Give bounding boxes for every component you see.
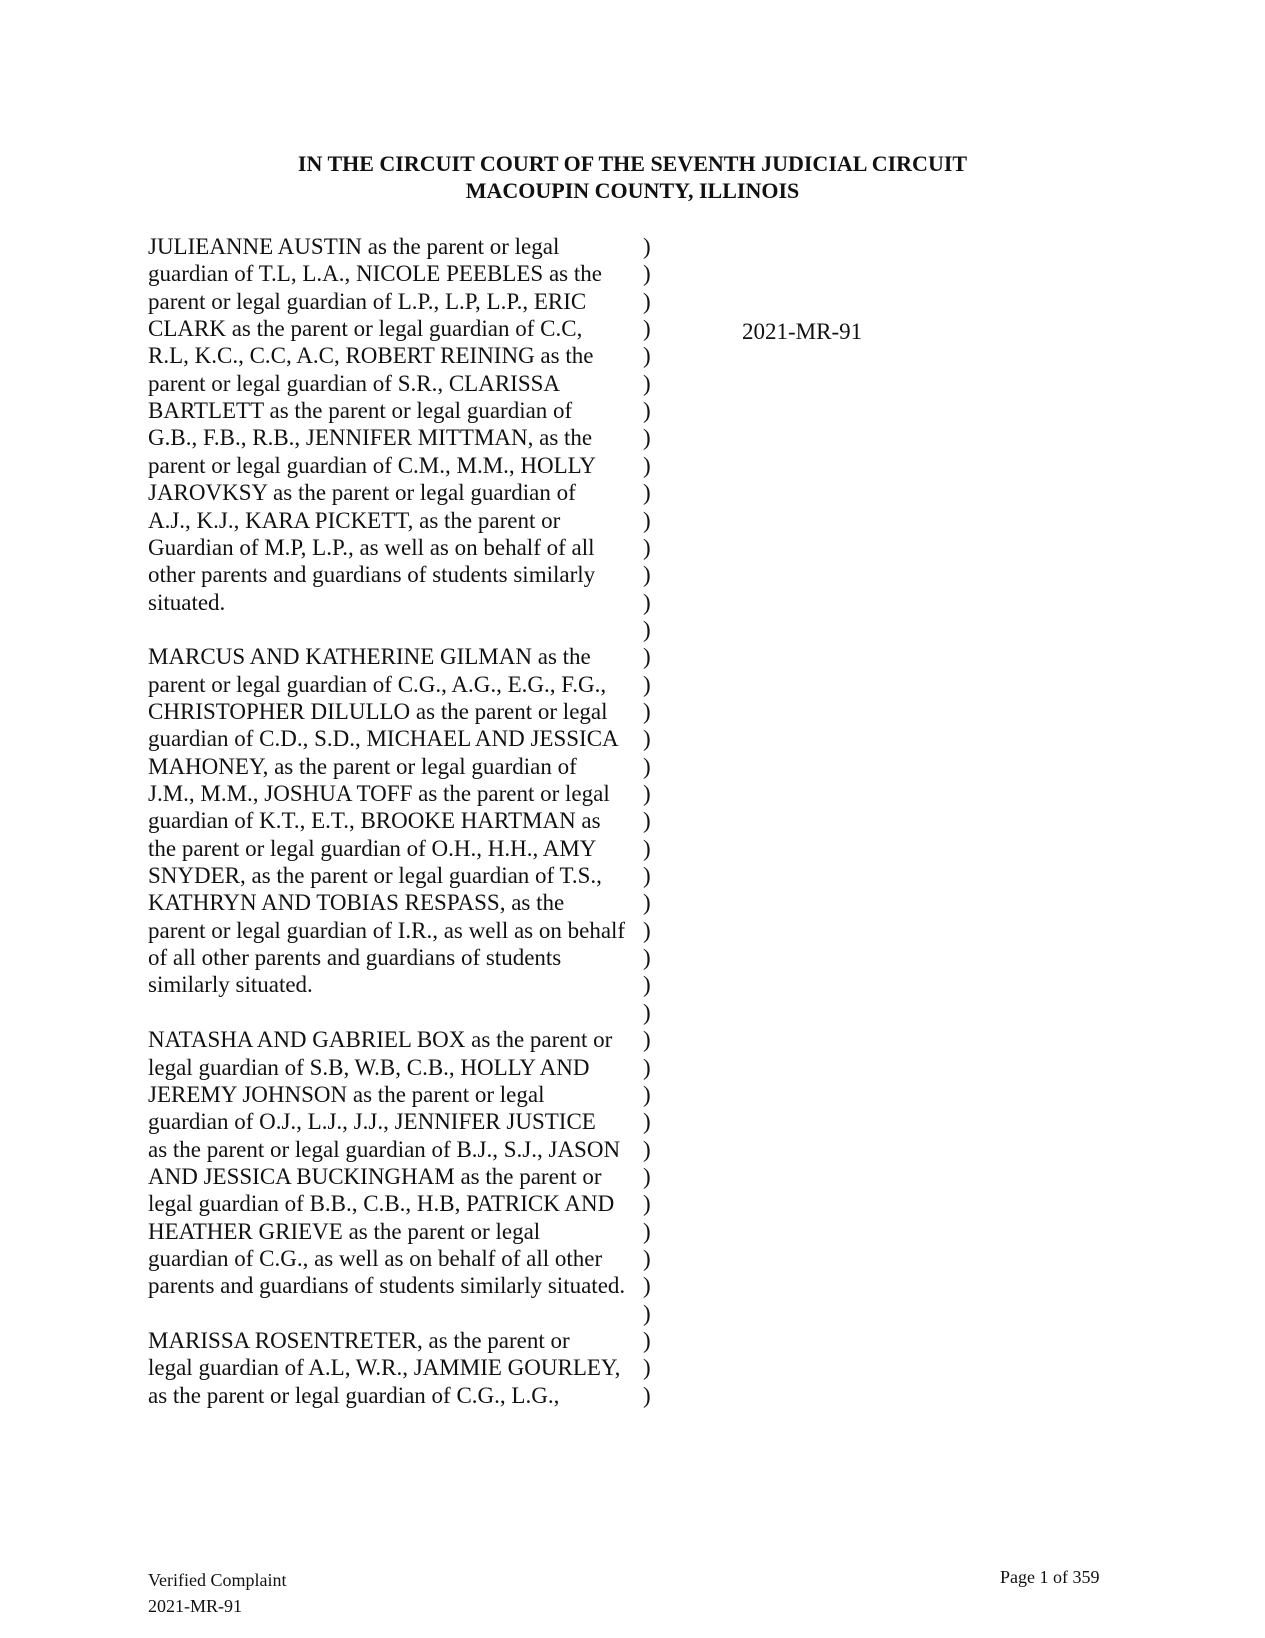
caption-line: legal guardian of S.B, W.B, C.B., HOLLY AND: [148, 1054, 590, 1080]
caption-line: Guardian of M.P, L.P., as well as on behalf of all: [148, 534, 595, 560]
footer-page-number: Page 1 of 359: [1000, 1567, 1100, 1587]
caption-line: of all other parents and guardians of students: [148, 945, 562, 971]
caption-paren: ): [643, 452, 651, 478]
caption-line: parent or legal guardian of C.G., A.G., E.G., F.G.,: [148, 671, 607, 697]
caption-paren: ): [643, 671, 651, 697]
court-county: MACOUPIN COUNTY, ILLINOIS: [465, 178, 800, 203]
caption-line: similarly situated.: [148, 972, 313, 998]
caption-line: CLARK as the parent or legal guardian of C.C,: [148, 316, 583, 342]
caption-paren: ): [643, 1218, 651, 1244]
caption-paren: ): [643, 1081, 651, 1107]
caption-paren: ): [643, 261, 651, 287]
caption-paren: ): [643, 343, 651, 369]
caption-paren: ): [643, 1191, 651, 1217]
caption-paren: ): [643, 398, 651, 424]
caption-paren: ): [643, 480, 651, 506]
caption-line: parent or legal guardian of S.R., CLARISSA: [148, 370, 561, 396]
caption-paren: ): [643, 644, 651, 670]
caption-paren: ): [643, 698, 651, 724]
caption-line: MAHONEY, as the parent or legal guardian of: [148, 753, 577, 779]
footer-left: [148, 1567, 286, 1619]
caption-line: AND JESSICA BUCKINGHAM as the parent or: [148, 1163, 602, 1189]
caption-line: J.M., M.M., JOSHUA TOFF as the parent or legal: [148, 781, 610, 806]
caption-paren: ): [643, 507, 651, 533]
caption-paren: ): [643, 999, 651, 1025]
caption-paren: ): [643, 1136, 651, 1162]
caption-line: legal guardian of A.L, W.R., JAMMIE GOURLEY,: [148, 1355, 621, 1381]
caption-paren: ): [643, 562, 651, 588]
caption-line: [148, 999, 648, 1027]
caption-line: parent or legal guardian of L.P., L.P, L.P., ERIC: [148, 288, 587, 314]
caption-line: [148, 616, 648, 644]
caption-line: R.L, K.C., C.C, A.C, ROBERT REINING as the: [148, 343, 594, 369]
caption-paren: ): [643, 972, 651, 998]
caption-line: guardian of C.D., S.D., MICHAEL AND JESSICA: [148, 726, 619, 752]
caption-paren: ): [643, 753, 651, 779]
caption-paren: ): [643, 917, 651, 943]
caption-paren: ): [643, 589, 651, 615]
caption-line: parent or legal guardian of I.R., as well as on behalf: [148, 917, 626, 943]
caption-paren: ): [643, 890, 651, 916]
caption-line: [148, 1300, 648, 1328]
caption-paren: ): [643, 534, 651, 560]
caption-line: A.J., K.J., KARA PICKETT, as the parent or: [148, 507, 561, 533]
caption-line: guardian of K.T., E.T., BROOKE HARTMAN as: [148, 808, 601, 834]
caption-paren: ): [643, 1300, 651, 1326]
caption-paren: ): [643, 288, 651, 314]
caption-line: MARISSA ROSENTRETER, as the parent or: [148, 1328, 570, 1353]
caption-line: CHRISTOPHER DILULLO as the parent or legal: [148, 698, 608, 724]
caption-paren: ): [643, 425, 651, 451]
caption-paren: ): [643, 1027, 651, 1053]
caption-paren: ): [643, 781, 651, 806]
caption-line: parent or legal guardian of C.M., M.M., HOLLY: [148, 452, 597, 478]
caption-line: legal guardian of B.B., C.B., H.B, PATRICK AND: [148, 1191, 615, 1217]
caption-paren: ): [643, 726, 651, 752]
caption-line: guardian of O.J., L.J., J.J., JENNIFER JUSTICE: [148, 1109, 596, 1135]
caption-line: JULIEANNE AUSTIN as the parent or legal: [148, 234, 560, 259]
caption-line: SNYDER, as the parent or legal guardian of T.S.,: [148, 863, 602, 889]
caption-paren: ): [643, 1328, 651, 1353]
caption-paren: ): [643, 1109, 651, 1135]
caption-line: NATASHA AND GABRIEL BOX as the parent or: [148, 1027, 613, 1053]
caption-line: the parent or legal guardian of O.H., H.H., AMY: [148, 835, 597, 861]
caption-line: KATHRYN AND TOBIAS RESPASS, as the: [148, 890, 565, 916]
caption-line: JAROVKSY as the parent or legal guardian of: [148, 480, 576, 506]
caption-line: G.B., F.B., R.B., JENNIFER MITTMAN, as the: [148, 425, 593, 451]
caption-line: HEATHER GRIEVE as the parent or legal: [148, 1218, 541, 1244]
caption-line: parents and guardians of students similarly situated.: [148, 1273, 626, 1299]
caption-paren: ): [643, 835, 651, 861]
caption-line: JEREMY JOHNSON as the parent or legal: [148, 1081, 545, 1107]
caption-line: BARTLETT as the parent or legal guardian of: [148, 398, 573, 424]
caption-paren: ): [643, 863, 651, 889]
caption-paren: ): [643, 1054, 651, 1080]
caption-paren: ): [643, 370, 651, 396]
caption-line: as the parent or legal guardian of B.J., S.J., JASON: [148, 1136, 621, 1162]
caption-paren: ): [643, 1245, 651, 1271]
caption-paren: ): [643, 616, 651, 642]
footer-doc-title: Verified Complaint: [148, 1570, 287, 1590]
case-number: 2021-MR-91: [742, 319, 863, 344]
court-title: IN THE CIRCUIT COURT OF THE SEVENTH JUDICIAL CIRCUIT: [297, 151, 968, 176]
caption-paren: ): [643, 234, 651, 259]
caption-line: guardian of C.G., as well as on behalf of all other: [148, 1245, 603, 1271]
caption-line: MARCUS AND KATHERINE GILMAN as the: [148, 644, 591, 670]
caption-paren: ): [643, 808, 651, 834]
caption-line: situated.: [148, 589, 226, 615]
caption-line: other parents and guardians of students similarly: [148, 562, 596, 588]
caption-paren: ): [643, 1355, 651, 1381]
caption-paren: ): [643, 316, 651, 342]
caption-line: as the parent or legal guardian of C.G., L.G.,: [148, 1382, 560, 1408]
caption-paren: ): [643, 1382, 651, 1408]
caption-line: guardian of T.L, L.A., NICOLE PEEBLES as the: [148, 261, 602, 287]
caption-paren: ): [643, 945, 651, 971]
footer-doc-number: 2021-MR-91: [148, 1596, 242, 1616]
caption-paren: ): [643, 1163, 651, 1189]
caption-paren: ): [643, 1273, 651, 1299]
